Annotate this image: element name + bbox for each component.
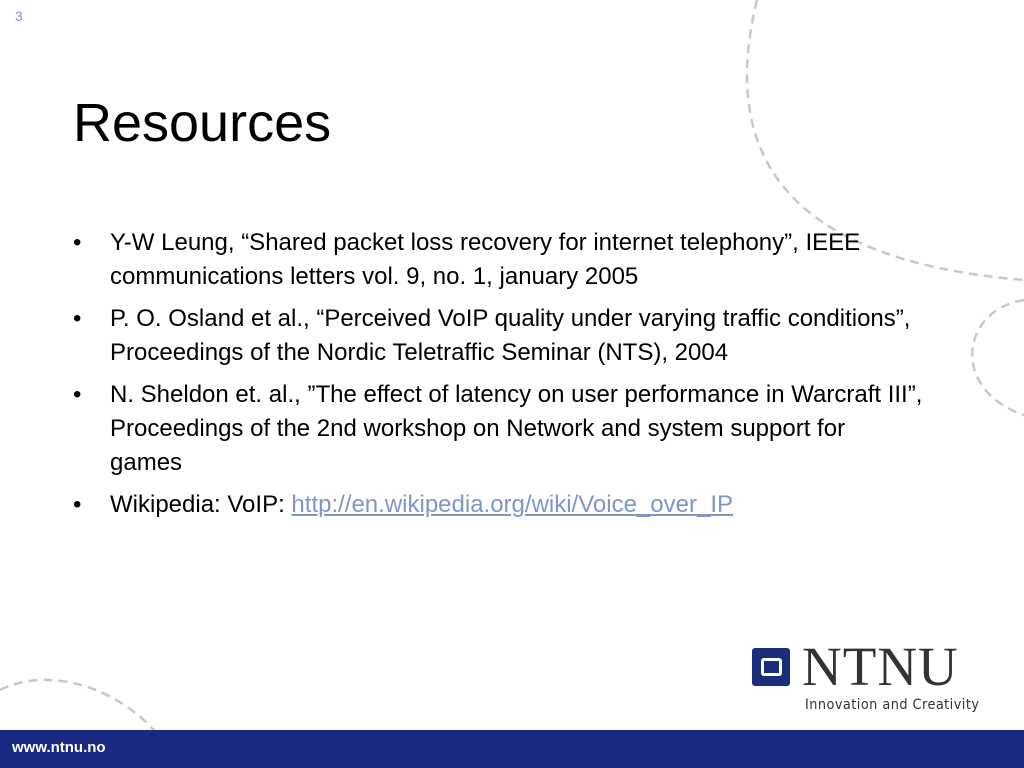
wikipedia-voip-link[interactable]: http://en.wikipedia.org/wiki/Voice_over_IP bbox=[291, 491, 733, 518]
footer-url-link[interactable]: www.ntnu.no bbox=[12, 739, 106, 756]
reference-item bbox=[73, 302, 923, 370]
bullet-icon: • bbox=[73, 305, 82, 332]
reference-text: Wikipedia: VoIP: bbox=[110, 491, 292, 518]
slide-number: 3 bbox=[15, 8, 23, 24]
reference-text: Y-W Leung, “Shared packet loss recovery for internet telephony”, IEEE communications letters vol. 9, no. 1, january 2005 bbox=[110, 229, 861, 290]
footer-bar bbox=[0, 730, 1024, 768]
reference-item bbox=[73, 378, 923, 480]
logo-tagline: Innovation and Creativity bbox=[805, 697, 980, 713]
ntnu-logo-icon bbox=[752, 648, 790, 686]
bullet-icon: • bbox=[73, 491, 82, 518]
reference-item bbox=[73, 488, 923, 522]
bullet-icon: • bbox=[73, 381, 82, 408]
reference-text: P. O. Osland et al., “Perceived VoIP quality under varying traffic conditions”, Proceedings of the Nordic Teletraffic Seminar (NTS), 2004 bbox=[110, 305, 911, 366]
ntnu-logo bbox=[752, 636, 1002, 720]
reference-text: N. Sheldon et. al., ”The effect of latency on user performance in Warcraft III”, Proceedings of the 2nd workshop on Network and system support for games bbox=[110, 381, 923, 476]
slide-title: Resources bbox=[73, 93, 332, 153]
reference-list bbox=[73, 226, 923, 530]
logo-name: NTNU bbox=[802, 636, 959, 697]
reference-item bbox=[73, 226, 923, 294]
bullet-icon: • bbox=[73, 229, 82, 256]
